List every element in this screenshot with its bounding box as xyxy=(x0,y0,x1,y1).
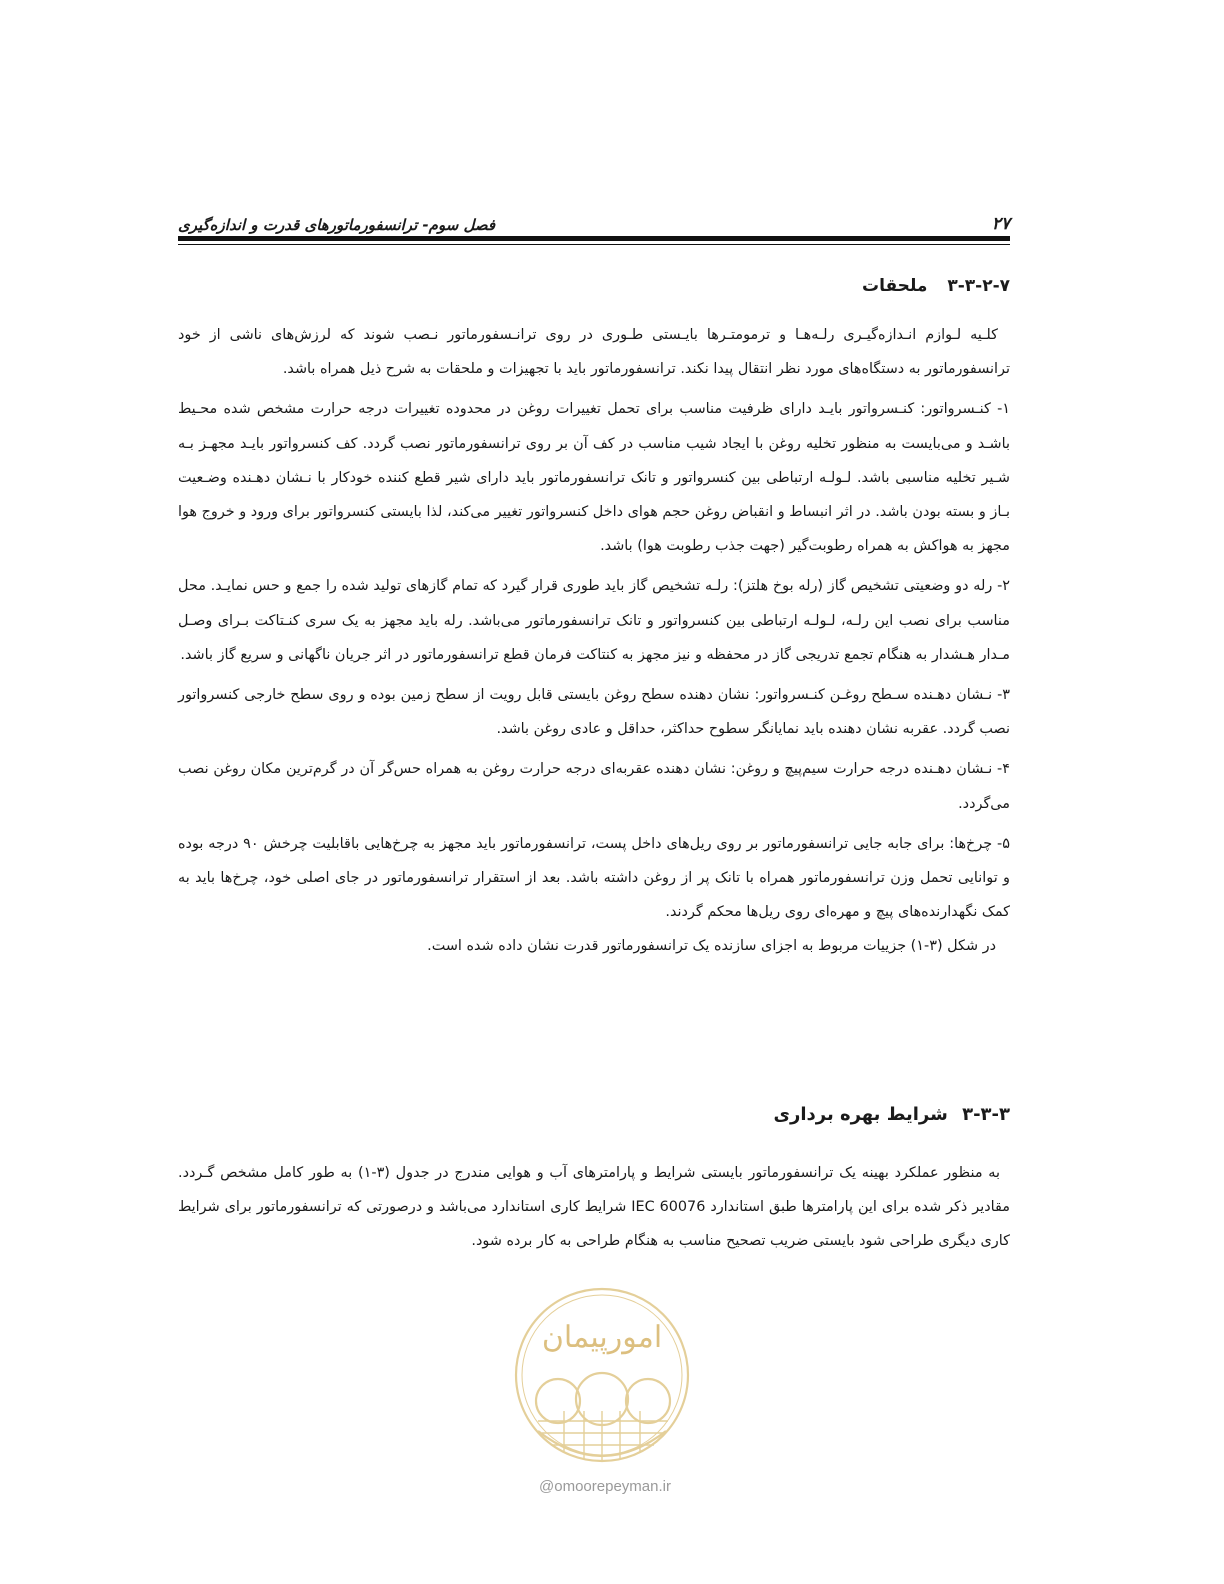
section-heading-operating-conditions xyxy=(773,1104,1010,1125)
watermark-site: @omoorepeyman.ir xyxy=(539,1478,671,1495)
list-item-temperature-indicator: ۴- نـشان دهـنده درجه حرارت سیم‌پیچ و روغن: نشان دهنده عقربه‌ای درجه حرارت روغن به همراه حس‌گر آن در گرم‌ترین مکان روغن نصب می‌گردد. xyxy=(178,761,1010,812)
section-title: ملحقات xyxy=(861,276,928,296)
page-header xyxy=(178,200,1010,234)
section-heading-accessories xyxy=(862,276,1010,296)
logo-text: امورپیمان xyxy=(541,1320,663,1355)
chapter-title: فصل سوم- ترانسفورماتورهای قدرت و اندازه‌گیری xyxy=(178,216,496,234)
omoore-peyman-logo xyxy=(498,1281,706,1471)
figure-reference: در شکل (۳-۱) جزییات مربوط به اجزای سازنده یک ترانسفورماتور قدرت نشان داده شده است. xyxy=(427,938,996,955)
header-rule-thin xyxy=(178,244,1010,245)
section-title: شرایط بهره برداری xyxy=(773,1104,948,1125)
paragraph: به منظور عملکرد بهینه یک ترانسفورماتور بایستی شرایط و پارامترهای آب و هوایی مندرج در جدول (۳-۱) به طور کامل مشخص گـردد. مقادیر ذکر شده برای این پارامترها طبق استاندارد IEC 60076 شرایط کاری استاندارد می‌باشد و درصورتی که ترانسفورماتور برای شرایط کاری دیگری طراحی شود بایستی ضریب تصحیح مناسب به هنگام طراحی به کار برده شود. xyxy=(178,1165,1010,1250)
header-rule-thick xyxy=(178,236,1010,241)
section-number: ۳-۳-۲-۷ xyxy=(947,276,1010,296)
list-item-buchholz-relay: ۲- رله دو وضعیتی تشخیص گاز (رله بوخ هلتز): رلـه تشخیص گاز باید طوری قرار گیرد که تمام گازهای تولید شده را جمع و حس نمایـد. محل مناسب برای نصب این رلـه، لـولـه ارتباطی بین کنسرواتور و تانک ترانسفورماتور می‌باشد. رله باید مجهز به یک سری کنـتاکت بـرای وصـل مـدار هـشدار به هنگام تجمع تدریجی گاز در محفظه و نیز مجهز به کنتاکت فرمان قطع ترانسفورماتور در اثر جریان ناگهانی و سریع گاز باشد. xyxy=(178,578,1010,663)
section-body-accessories xyxy=(178,318,1010,964)
list-item-oil-level-indicator: ۳- نـشان دهـنده سـطح روغـن کنـسرواتور: نشان دهنده سطح روغن بایستی قابل رویت از سطح زمین بوده و روی سطح خارجی کنسرواتور نصب گردد. عقربه نشان دهنده باید نمایانگر سطوح حداکثر، حداقل و عادی روغن باشد. xyxy=(178,687,1010,738)
paragraph: کلـیه لـوازم انـدازه‌گیـری رلـه‌هـا و ترمومتـرها بایـستی طـوری در روی ترانـسفورماتور نـصب شوند که لرزش‌های ناشی از خود ترانسفورماتور به دستگاه‌های مورد نظر انتقال پیدا نکند. ترانسفورماتور باید با تجهیزات و ملحقات به شرح ذیل همراه باشد. xyxy=(178,327,1010,378)
list-item-conservator: ۱- کنـسرواتور: کنـسرواتور بایـد دارای ظرفیت مناسب برای تحمل تغییرات روغن در محدوده تغییرات درجه حرارت مشخص شده محـیط باشـد و می‌بایست به منظور تخلیه روغن با ایجاد شیب مناسب در کف آن بر روی ترانسفورماتور نصب گردد. کف کنسرواتور بایـد مجهـز بـه شـیر تخلیه مناسبی باشد. لـولـه ارتباطی بین کنسرواتور و تانک ترانسفورماتور باید دارای شیر قطع کننده خودکار با نـشان دهـنده وضـعیت بـاز و بسته بودن باشد. در اثر انبساط و انقباض روغن حجم هوای داخل کنسرواتور تغییر می‌کند، لذا بایستی کنسرواتور برای ورود و خروج هوا مجهز به هواکش به همراه رطوبت‌گیر (جهت جذب رطوبت هوا) باشد. xyxy=(178,401,1010,555)
list-item-wheels: ۵- چرخ‌ها: برای جابه جایی ترانسفورماتور بر روی ریل‌های داخل پست، ترانسفورماتور باید مجهز به چرخ‌هایی باقابلیت چرخش ۹۰ درجه بوده و توانایی تحمل وزن ترانسفورماتور همراه با تانک پر از روغن داشته باشد. بعد از استقرار ترانسفورماتور در جای اصلی خود، چرخ‌ها باید به کمک نگهدارنده‌های پیچ و مهره‌ای روی ریل‌ها محکم گردند. xyxy=(178,835,1010,921)
section-number: ۳-۳-۳ xyxy=(962,1104,1010,1125)
page-number: ۲۷ xyxy=(991,214,1010,234)
section-body-operating-conditions xyxy=(178,1156,1010,1259)
